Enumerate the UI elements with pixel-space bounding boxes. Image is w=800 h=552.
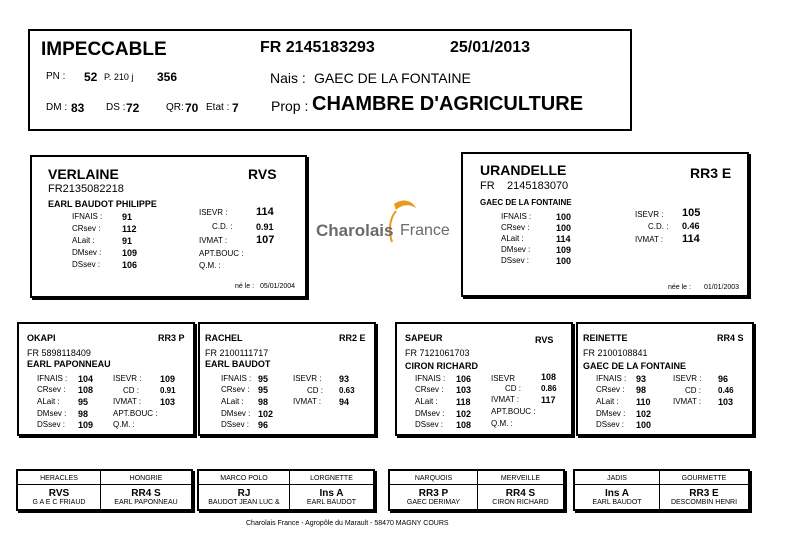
ggp-code: RR4 S <box>131 488 161 499</box>
sire-crsev-label: CRsev : <box>72 224 101 233</box>
dam-code: RR3 E <box>690 165 732 181</box>
gp-code: RR3 P <box>158 333 185 343</box>
gp-alait-label: ALait : <box>415 397 438 406</box>
qr-label: QR: <box>166 102 184 113</box>
dam-isevr-label: ISEVR : <box>635 210 664 219</box>
gp-dssev-label: DSsev : <box>37 420 66 429</box>
qr-value: 70 <box>185 101 199 115</box>
gp-cd-label: CD : <box>123 386 139 395</box>
gp-cd: 0.63 <box>339 386 355 395</box>
ggp-name: MARCO POLO <box>220 475 268 482</box>
great-grandparent-cell <box>575 471 660 509</box>
gp-isevr: 93 <box>339 374 350 384</box>
grandparent-card <box>198 322 376 436</box>
etat-value: 7 <box>232 101 239 115</box>
great-grandparent-cell <box>199 471 290 509</box>
gp-isevr-label: ISEVR : <box>293 374 322 383</box>
gp-ifnais: 106 <box>456 374 472 384</box>
gp-crsev: 108 <box>78 385 94 395</box>
gp-ifnais-label: IFNAIS : <box>37 374 68 383</box>
dam-name: URANDELLE <box>480 162 567 178</box>
dam-ivmat: 114 <box>682 233 700 245</box>
ggp-name: HERACLES <box>40 475 78 482</box>
dam-owner: GAEC DE LA FONTAINE <box>480 198 572 207</box>
sire-cd: 0.91 <box>256 222 274 232</box>
gp-apt-label: APT.BOUC : <box>491 407 536 416</box>
dam-alait: 114 <box>556 234 571 244</box>
gp-id: FR 5898118409 <box>27 348 91 358</box>
gp-code: RR2 E <box>339 333 366 343</box>
gp-id: FR 2100111717 <box>205 348 269 358</box>
gp-ivmat: 117 <box>541 395 556 405</box>
gp-dmsev: 102 <box>456 409 472 419</box>
sire-ifnais: 91 <box>122 212 133 222</box>
sire-born-label: né le : <box>235 283 255 290</box>
dam-cd: 0.46 <box>682 221 700 231</box>
gp-ifnais: 95 <box>258 374 269 384</box>
gp-crsev-label: CRsev : <box>37 385 66 394</box>
gp-ifnais: 93 <box>636 374 647 384</box>
dm-label: DM : <box>46 102 68 113</box>
gp-isevr: 109 <box>160 374 176 384</box>
gp-cd-label: CD : <box>307 386 323 395</box>
sire-crsev: 112 <box>122 224 137 234</box>
gp-crsev: 98 <box>636 385 647 395</box>
animal-header-panel <box>28 29 632 131</box>
grandparent-card <box>17 322 195 436</box>
gp-ivmat: 103 <box>160 397 176 407</box>
gp-name: SAPEUR <box>405 333 443 343</box>
sire-born: 05/01/2004 <box>260 283 296 290</box>
ggp-owner: GAEC DERIMAY <box>406 499 461 506</box>
gp-dmsev: 102 <box>258 409 274 419</box>
sire-code: RVS <box>248 166 277 182</box>
dam-born-label: née le : <box>668 284 691 291</box>
ggp-code: RR3 P <box>418 488 449 499</box>
gp-cd: 0.46 <box>718 386 734 395</box>
gp-dmsev-label: DMsev : <box>415 409 445 418</box>
sire-ivmat-label: IVMAT : <box>199 236 228 245</box>
sire-alait: 91 <box>122 236 133 246</box>
sire-isevr-label: ISEVR : <box>199 208 228 217</box>
great-grandparent-cell <box>660 471 748 509</box>
ds-value: 72 <box>126 101 140 115</box>
gp-cd-label: CD : <box>685 386 701 395</box>
dam-card <box>461 152 749 297</box>
ggp-owner: EARL PAPONNEAU <box>114 499 178 506</box>
charolais-france-logo <box>316 196 456 252</box>
ggp-name: JADIS <box>607 475 627 482</box>
grandparent-card <box>395 322 573 436</box>
gp-dssev: 100 <box>636 420 652 430</box>
sire-qm-label: Q.M. : <box>199 261 221 270</box>
dam-crsev-label: CRsev : <box>501 223 530 232</box>
great-grandparent-cell <box>101 471 191 509</box>
great-grandparent-cell <box>478 471 563 509</box>
dam-born: 01/01/2003 <box>704 284 740 291</box>
gp-dssev: 109 <box>78 420 94 430</box>
gp-owner: GAEC DE LA FONTAINE <box>583 361 686 371</box>
gp-ivmat: 94 <box>339 397 350 407</box>
etat-label: Etat : <box>206 102 230 113</box>
gp-owner: EARL BAUDOT <box>205 359 271 369</box>
sire-dssev-label: DSsev : <box>72 260 101 269</box>
gp-qm-label: Q.M. : <box>491 419 513 428</box>
gp-qm-label: Q.M. : <box>113 420 135 429</box>
gp-alait-label: ALait : <box>37 397 60 406</box>
ggp-code: RR4 S <box>505 488 536 499</box>
gp-apt-label: APT.BOUC : <box>113 409 158 418</box>
nais-value: GAEC DE LA FONTAINE <box>314 70 471 86</box>
gp-dssev-label: DSsev : <box>596 420 625 429</box>
dam-dssev: 100 <box>556 256 572 266</box>
pn-value: 52 <box>84 70 98 84</box>
gp-ivmat: 103 <box>718 397 734 407</box>
sire-dmsev-label: DMsev : <box>72 248 102 257</box>
gp-dssev: 96 <box>258 420 269 430</box>
gp-name: RACHEL <box>205 333 243 343</box>
ggp-owner: EARL BAUDOT <box>306 499 357 506</box>
logo-text-left: Charolais <box>316 221 394 240</box>
sire-dssev: 106 <box>122 260 138 270</box>
gp-dmsev: 98 <box>78 409 89 419</box>
gp-owner: CIRON RICHARD <box>405 361 478 371</box>
gp-ivmat-label: IVMAT : <box>491 395 520 404</box>
gp-ivmat-label: IVMAT : <box>293 397 322 406</box>
ggp-code: RJ <box>237 488 251 499</box>
dam-crsev: 100 <box>556 223 572 233</box>
gp-name: REINETTE <box>583 333 628 343</box>
gp-crsev: 95 <box>258 385 269 395</box>
prop-label: Prop : <box>271 98 309 114</box>
dam-dmsev: 109 <box>556 245 572 255</box>
gp-crsev-label: CRsev : <box>221 385 250 394</box>
ggp-name: HONGRIE <box>129 475 163 482</box>
great-grandparents-group <box>16 469 193 511</box>
animal-id: FR 2145183293 <box>260 39 375 56</box>
gp-crsev: 103 <box>456 385 472 395</box>
gp-isevr: 96 <box>718 374 729 384</box>
dam-alait-label: ALait : <box>501 234 524 243</box>
ggp-owner: BAUDOT JEAN LUC & <box>208 499 280 506</box>
sire-cd-label: C.D. : <box>212 222 233 231</box>
gp-ivmat-label: IVMAT : <box>113 397 142 406</box>
p210-label: P. 210 j <box>104 72 134 82</box>
ggp-name: LORGNETTE <box>310 475 353 482</box>
gp-dssev-label: DSsev : <box>221 420 250 429</box>
gp-dmsev-label: DMsev : <box>37 409 67 418</box>
ggp-owner: CIRON RICHARD <box>492 499 549 506</box>
ggp-name: MERVEILLE <box>500 475 541 482</box>
gp-crsev-label: CRsev : <box>415 385 444 394</box>
dam-ivmat-label: IVMAT : <box>635 235 664 244</box>
sire-id: FR2135082218 <box>48 183 124 195</box>
dam-ifnais: 100 <box>556 212 572 222</box>
ds-label: DS : <box>106 102 126 113</box>
gp-alait: 118 <box>456 397 471 407</box>
gp-alait: 95 <box>78 397 89 407</box>
dam-cd-label: C.D. : <box>648 222 669 231</box>
animal-date: 25/01/2013 <box>450 39 531 56</box>
gp-alait-label: ALait : <box>596 397 619 406</box>
great-grandparents-group <box>573 469 750 511</box>
gp-ivmat-label: IVMAT : <box>673 397 702 406</box>
great-grandparent-cell <box>18 471 101 509</box>
dam-dssev-label: DSsev : <box>501 256 530 265</box>
sire-dmsev: 109 <box>122 248 138 258</box>
gp-alait: 98 <box>258 397 269 407</box>
gp-id: FR 7121061703 <box>405 348 470 358</box>
sire-isevr: 114 <box>256 206 274 218</box>
sire-name: VERLAINE <box>48 166 119 182</box>
ggp-owner: EARL BAUDOT <box>592 499 642 506</box>
sire-owner: EARL BAUDOT PHILIPPE <box>48 199 157 209</box>
gp-dmsev-label: DMsev : <box>221 409 251 418</box>
gp-alait: 110 <box>636 397 651 407</box>
gp-isevr: 108 <box>541 372 557 382</box>
gp-name: OKAPI <box>27 333 56 343</box>
great-grandparent-cell <box>290 471 373 509</box>
ggp-name: NARQUOIS <box>414 475 453 482</box>
great-grandparents-group <box>197 469 375 511</box>
dam-isevr: 105 <box>682 207 701 219</box>
dam-id-prefix: FR <box>480 180 495 192</box>
dam-id: 2145183070 <box>507 180 569 192</box>
gp-dssev: 108 <box>456 420 472 430</box>
pn-label: PN : <box>46 71 66 82</box>
gp-dmsev: 102 <box>636 409 652 419</box>
gp-dssev-label: DSsev : <box>415 420 444 429</box>
dam-dmsev-label: DMsev : <box>501 245 531 254</box>
gp-cd-label: CD : <box>505 384 521 393</box>
gp-cd: 0.91 <box>160 386 176 395</box>
gp-dmsev-label: DMsev : <box>596 409 626 418</box>
great-grandparents-group <box>388 469 565 511</box>
gp-id: FR 2100108841 <box>583 348 648 358</box>
gp-ifnais: 104 <box>78 374 94 384</box>
p210-value: 356 <box>157 70 178 84</box>
sire-apt-label: APT.BOUC : <box>199 249 244 258</box>
ggp-owner: G A E C FRIAUD <box>32 499 86 506</box>
gp-code: RR4 S <box>717 333 744 343</box>
ggp-name: GOURMETTE <box>681 475 727 482</box>
ggp-code: RVS <box>48 488 70 499</box>
gp-code: RVS <box>535 335 554 345</box>
gp-ifnais-label: IFNAIS : <box>415 374 446 383</box>
sire-ivmat: 107 <box>256 234 275 246</box>
gp-ifnais-label: IFNAIS : <box>596 374 627 383</box>
ggp-code: Ins A <box>604 488 630 499</box>
sire-card <box>30 155 307 298</box>
gp-cd: 0.86 <box>541 384 557 393</box>
gp-crsev-label: CRsev : <box>596 385 625 394</box>
gp-isevr-label: ISEVR : <box>113 374 142 383</box>
dm-value: 83 <box>71 101 85 115</box>
sire-alait-label: ALait : <box>72 236 95 245</box>
nais-label: Nais : <box>270 70 306 86</box>
ggp-code: RR3 E <box>689 488 719 499</box>
ggp-owner: DESCOMBIN HENRI <box>670 499 738 506</box>
footer-address: Charolais France - Agropôle du Marault - 58470 MAGNY COURS <box>246 520 449 527</box>
gp-isevr-label: ISEVR : <box>673 374 702 383</box>
gp-owner: EARL PAPONNEAU <box>27 359 111 369</box>
sire-ifnais-label: IFNAIS : <box>72 212 103 221</box>
logo-text-right: France <box>400 222 450 239</box>
gp-alait-label: ALait : <box>221 397 244 406</box>
grandparent-card <box>576 322 754 436</box>
prop-value: CHAMBRE D'AGRICULTURE <box>312 93 584 115</box>
dam-ifnais-label: IFNAIS : <box>501 212 532 221</box>
great-grandparent-cell <box>390 471 478 509</box>
gp-ifnais-label: IFNAIS : <box>221 374 252 383</box>
animal-name: IMPECCABLE <box>41 39 167 60</box>
gp-isevr-label: ISEVR <box>491 374 516 383</box>
ggp-code: Ins A <box>319 488 344 499</box>
